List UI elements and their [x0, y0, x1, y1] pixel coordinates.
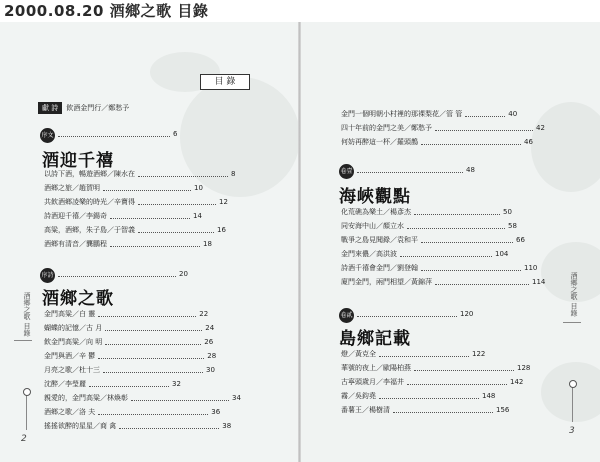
page-number: 2: [21, 434, 27, 444]
toc-entry: 廈門金門，兩門相望／黃錦萍 114: [341, 277, 546, 286]
toc-entry: 搖搖欲醉的星星／商 禽 38: [44, 421, 232, 430]
toc-entry: 戰爭之島見聞錄／袁和平 66: [341, 235, 525, 244]
xianshi-badge: 獻 詩: [38, 102, 62, 114]
toc-entry: 華號的夜上／歐陽柏燕 128: [341, 363, 531, 372]
toc-entry: 四十年前的金門之美／鄭愁予 42: [341, 123, 545, 132]
right-page: [301, 22, 600, 462]
running-head: 酒鄉之歌 目錄: [570, 272, 578, 317]
toc-entry: 酒鄉之旅／趙賀明 10: [44, 183, 203, 192]
section-page-preface: 6: [58, 130, 177, 138]
toc-entry: 金門一個明朝小村裡的那裸梨花／管 管 40: [341, 109, 518, 118]
toc-entry: 親愛的，金門高粱／林煥彰 34: [44, 393, 241, 402]
toc-entry: 霧／吳鈞堯 148: [341, 391, 496, 400]
section-page-vol1: 48: [357, 166, 475, 174]
section-page-vol2: 120: [357, 310, 473, 318]
margin-bullet: [569, 380, 577, 388]
section-badge-vol2: 卷貳: [339, 308, 354, 323]
margin-line: [572, 386, 573, 422]
contents-label: 目 錄: [200, 74, 250, 90]
section-title-vol1: 海峽觀點: [339, 187, 411, 207]
section-title-preface: 酒迎千禧: [42, 151, 114, 171]
section-title-vol2: 島鄉記載: [339, 329, 411, 349]
toc-entry: 古寧頭歲月／李福井 142: [341, 377, 524, 386]
margin-rule: [563, 322, 581, 323]
margin-bullet: [23, 388, 31, 396]
toc-entry: 月亮之歌／杜十三 30: [44, 365, 215, 374]
xianshi-text: 飲酒金門行／鄭愁予: [66, 104, 130, 112]
xianshi-entry: [38, 102, 129, 114]
left-page: [0, 22, 299, 462]
page-number: 3: [569, 426, 575, 436]
toc-entry: 金門來儂／高洪波 104: [341, 249, 509, 258]
section-badge-prologue: 序詩: [40, 268, 55, 283]
toc-entry: 同安海中山／顏立水 58: [341, 221, 517, 230]
section-badge-vol1: 卷壹: [339, 164, 354, 179]
book-spread: [0, 22, 600, 462]
toc-entry: 金門與酒／辛 鬱 28: [44, 351, 217, 360]
toc-entry: 高粱，酒鄉，朱子島／于智義 16: [44, 225, 226, 234]
running-head: 酒鄉之歌 目錄: [23, 292, 31, 337]
toc-entry: 共飲酒鄉凌樂的時光／辛寶得 12: [44, 197, 228, 206]
page-title: 2000.08.20 酒鄉之歌 目錄: [4, 2, 209, 20]
toc-entry: 何妨再醉這一杯／羅頭鵲 46: [341, 137, 533, 146]
margin-rule: [14, 340, 32, 341]
toc-entry: 詩酒千禧會金門／劉登翰 110: [341, 263, 538, 272]
toc-entry: 化荒礁為樂土／楊彥杰 50: [341, 207, 512, 216]
margin-line: [26, 394, 27, 430]
toc-entry: 金門高粱／白 靈 22: [44, 309, 209, 318]
toc-entry: 以詩下酒，暢遊酒鄉／陳水在 8: [44, 169, 236, 178]
toc-entry: 蝴蝶的記憶／古 月 24: [44, 323, 215, 332]
toc-entry: 飲金門高粱／向 明 26: [44, 337, 214, 346]
section-title-prologue: 酒鄉之歌: [42, 289, 114, 309]
section-badge-preface: 序文: [40, 128, 55, 143]
toc-entry: 燈／黃克全 122: [341, 349, 486, 358]
toc-entry: 詩酒迎千禧／李錫奇 14: [44, 211, 202, 220]
toc-entry: 酒鄉有清音／龔鵬程 18: [44, 239, 212, 248]
section-page-prologue: 20: [58, 270, 188, 278]
toc-entry: 番薯王／楊樹清 156: [341, 405, 510, 414]
toc-entry: 酒鄉之歌／洛 夫 36: [44, 407, 221, 416]
toc-entry: 沈醉／李瑩麗 32: [44, 379, 181, 388]
